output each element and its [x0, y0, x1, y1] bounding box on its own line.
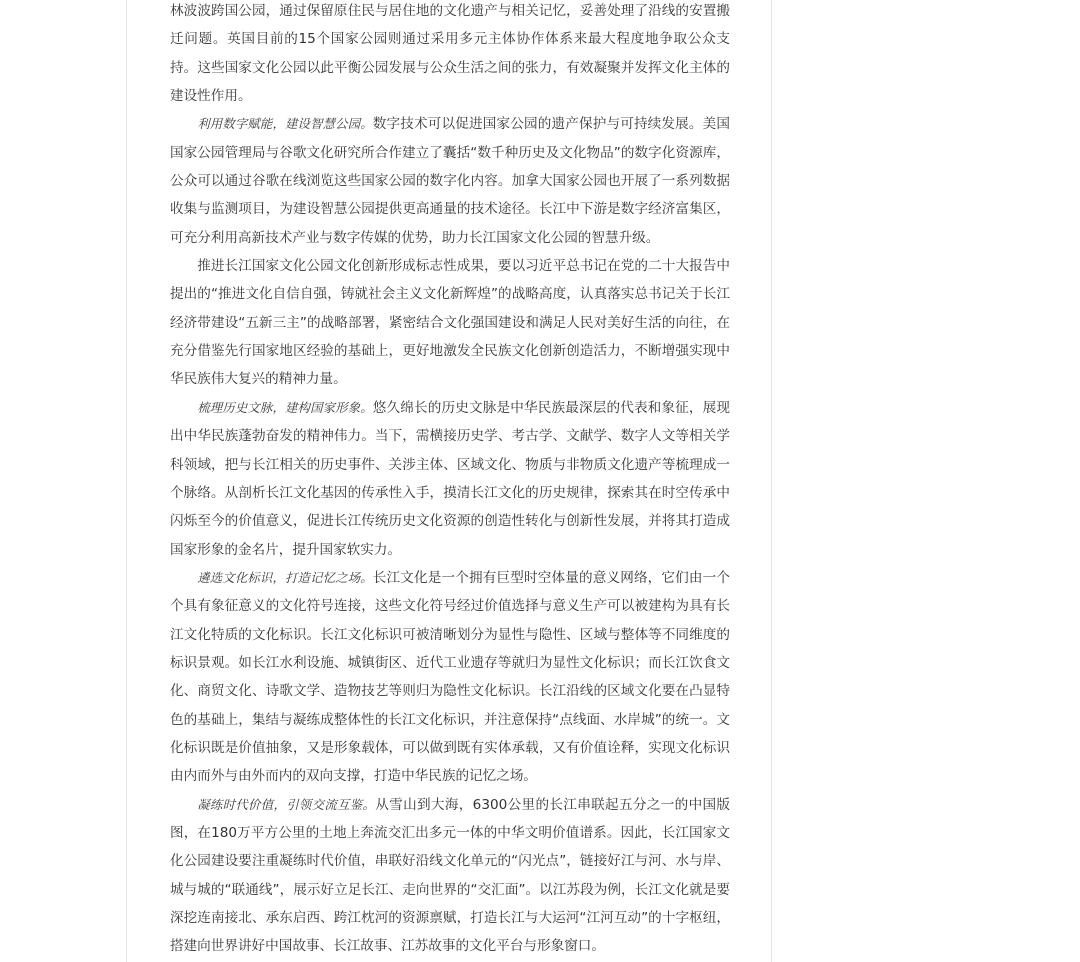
- paragraph-continued: [170, 0, 730, 110]
- paragraph-lead: 利用数字赋能，建设智慧公园。: [197, 116, 373, 132]
- paragraph-innovation-goals: [170, 252, 730, 394]
- paragraph-text: 数字技术可以促进国家公园的遗产保护与可持续发展。美国国家公园管理局与谷歌文化研究所合作建立了囊括“数千种历史及文化物品”的数字化资源库，公众可以通过谷歌在线浏览这些国家公园的数字化内容。加拿大国家公园也开展了一系列数据收集与监测项目，为建设智慧公园提供更高通量的技术途径。长江中下游是数字经济富集区，可充分利用高新技术产业与数字传媒的优势，助力长江国家文化公园的智慧升级。: [170, 116, 731, 246]
- paragraph-lead: 凝练时代价值，引领交流互鉴。: [197, 796, 376, 812]
- paragraph-historical-context: [170, 394, 730, 564]
- paragraph-text: 从雪山到大海，6300公里的长江串联起五分之一的中国版图，在180万平方公里的土地上奔流交汇出多元一体的中华文明价值谱系。因此，长江国家文化公园建设要注重凝练时代价值，串联好沿线文化单元的“闪光点”，链接好江与河、水与岸、城与城的“联通线”，展示好立足长江、走向世界的“交汇面”。以江苏段为例，长江文化就是要深挖连南接北、承东启西、跨江枕河的资源禀赋，打造长江与大运河“江河互动”的十字枢纽，搭建向世界讲好中国故事、长江故事、江苏故事的文化平台与形象窗口。: [170, 796, 731, 955]
- paragraph-lead: 梳理历史文脉，建构国家形象。: [197, 399, 373, 415]
- paragraph-digital-empowerment: [170, 110, 730, 252]
- article-body: [170, 0, 730, 961]
- paragraph-cultural-identity: [170, 564, 730, 791]
- paragraph-era-values: [170, 791, 730, 961]
- paragraph-text: 林波波跨国公园，通过保留原住民与居住地的文化遗产与相关记忆，妥善处理了沿线的安置搬迁问题。英国目前的15个国家公园则通过采用多元主体协作体系来最大程度地争取公众支持。这些国家文化公园以此平衡公园发展与公众生活之间的张力，有效凝聚并发挥文化主体的建设性作用。: [170, 3, 730, 105]
- paragraph-text: 长江文化是一个拥有巨型时空体量的意义网络，它们由一个个具有象征意义的文化符号连接，这些文化符号经过价值选择与意义生产可以被建构为具有长江文化特质的文化标识。长江文化标识可被清晰划分为显性与隐性、区域与整体等不同维度的标识景观。如长江水利设施、城镇街区、近代工业遗存等就归为显性文化标识；而长江饮食文化、商贸文化、诗歌文学、造物技艺等则归为隐性文化标识。长江沿线的区域文化要在凸显特色的基础上，集结与凝练成整体性的长江文化标识，并注意保持“点线面、水岸城”的统一。文化标识既是价值抽象，又是形象载体，可以做到既有实体承载，又有价值诠释，实现文化标识由内而外与由外而内的双向支撑，打造中华民族的记忆之场。: [170, 569, 731, 785]
- article-page: [126, 0, 772, 962]
- paragraph-text: 推进长江国家文化公园文化创新形成标志性成果，要以习近平总书记在党的二十大报告中提出的“推进文化自信自强，铸就社会主义文化新辉煌”的战略高度，认真落实总书记关于长江经济带建设“五新三主”的战略部署，紧密结合文化强国建设和满足人民对美好生活的向往，在充分借鉴先行国家地区经验的基础上，更好地激发全民族文化创新创造活力，不断增强实现中华民族伟大复兴的精神力量。: [170, 258, 730, 388]
- paragraph-lead: 遴选文化标识，打造记忆之场。: [197, 569, 373, 585]
- paragraph-text: 悠久绵长的历史文脉是中华民族最深层的代表和象征，展现出中华民族蓬勃奋发的精神伟力。当下，需横接历史学、考古学、文献学、数字人文等相关学科领域，把与长江相关的历史事件、关涉主体、区域文化、物质与非物质文化遗产等梳理成一个脉络。从剖析长江文化基因的传承性入手，摸清长江文化的历史规律，探索其在时空传承中闪烁至今的价值意义，促进长江传统历史文化资源的创造性转化与创新性发展，并将其打造成国家形象的金名片，提升国家软实力。: [170, 399, 731, 558]
